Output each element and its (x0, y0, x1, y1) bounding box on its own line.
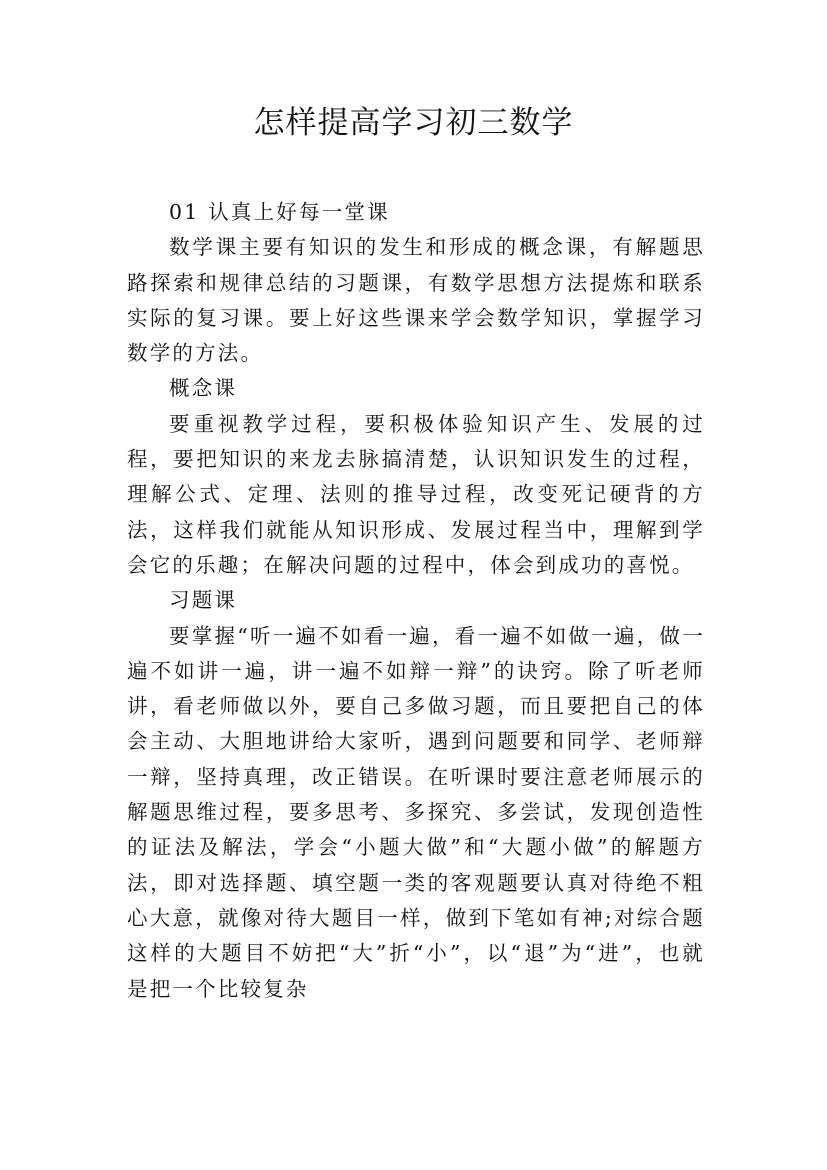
paragraph-2: 要重视教学过程，要积极体验知识产生、发展的过程，要把知识的来龙去脉搞清楚，认识知识发生的过程，理解公式、定理、法则的推导过程，改变死记硬背的方法，这样我们就能从知识形成、发展过程当中，理解到学会它的乐趣；在解决问题的过程中，体会到成功的喜悦。 (127, 411, 705, 577)
document-title: 怎样提高学习初三数学 (253, 105, 574, 141)
section-heading-3: 习题课 (169, 588, 238, 613)
section-heading-1: 01 认真上好每一堂课 (169, 200, 390, 224)
section-heading-2: 概念课 (169, 376, 238, 401)
paragraph-1: 数学课主要有知识的发生和形成的概念课，有解题思路探索和规律总结的习题课，有数学思想方法提炼和联系实际的复习课。要上好这些课来学会数学知识，掌握学习数学的方法。 (127, 235, 705, 366)
document-body (127, 195, 705, 1007)
paragraph-3: 要掌握“听一遍不如看一遍，看一遍不如做一遍，做一遍不如讲一遍，讲一遍不如辩一辩”的诀窍。除了听老师讲，看老师做以外，要自己多做习题，而且要把自己的体会主动、大胆地讲给大家听，遇到问题要和同学、老师辩一辩，坚持真理，改正错误。在听课时要注意老师展示的解题思维过程，要多思考、多探究、多尝试，发现创造性的证法及解法，学会“小题大做”和“大题小做”的解题方法，即对选择题、填空题一类的客观题要认真对待绝不粗心大意，就像对待大题目一样，做到下笔如有神;对综合题这样的大题目不妨把“大”折“小”，以“退”为“进”，也就是把一个比较复杂 (127, 623, 705, 1001)
